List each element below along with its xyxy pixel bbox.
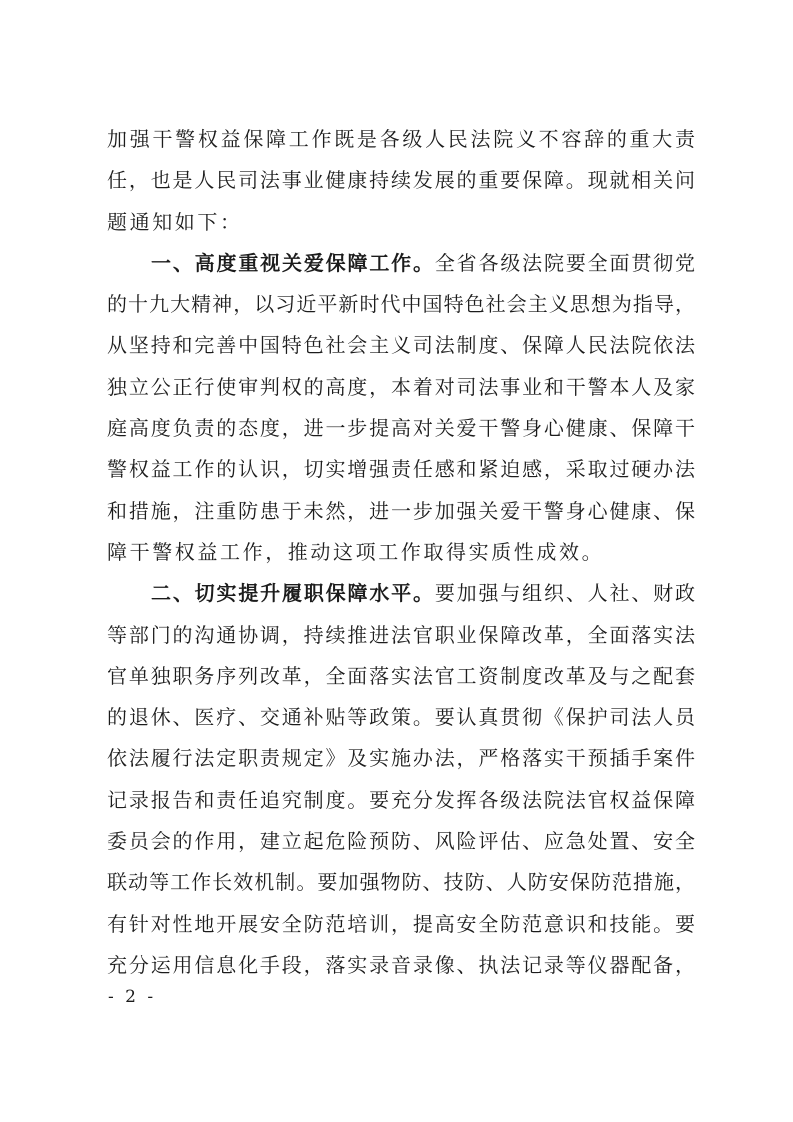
text-line: 依法履行法定职责规定》及实施办法，严格落实干预插手案件	[107, 746, 695, 771]
text-line: 障干警权益工作，推动这项工作取得实质性成效。	[107, 539, 605, 564]
text-line: 的退休、医疗、交通补贴等政策。要认真贯彻《保护司法人员	[107, 705, 695, 730]
text-run: 全省各级法院要全面贯彻党	[434, 250, 695, 275]
section-heading-1: 一、高度重视关爱保障工作。	[151, 250, 435, 275]
text-line: 记录报告和责任追究制度。要充分发挥各级法院法官权益保障	[107, 787, 695, 812]
text-line: 等部门的沟通协调，持续推进法官职业保障改革，全面落实法	[107, 622, 695, 647]
text-line: 题通知如下：	[107, 209, 243, 234]
paragraph-intro	[107, 119, 695, 243]
document-body	[107, 119, 695, 986]
text-line: 从坚持和完善中国特色社会主义司法制度、保障人民法院依法	[107, 333, 695, 358]
text-line: 的十九大精神，以习近平新时代中国特色社会主义思想为指导，	[107, 292, 695, 317]
text-line: 有针对性地开展安全防范培训，提高安全防范意识和技能。要	[107, 911, 695, 936]
text-line: 加强干警权益保障工作既是各级人民法院义不容辞的重大责	[107, 127, 695, 151]
text-line: 任，也是人民司法事业健康持续发展的重要保障。现就相关问	[107, 168, 695, 193]
text-line: 和措施，注重防患于未然，进一步加强关爱干警身心健康、保	[107, 498, 695, 523]
text-run: 要加强与组织、人社、财政	[434, 581, 695, 606]
text-line: 委员会的作用，建立起危险预防、风险评估、应急处置、安全	[107, 829, 695, 854]
text-line-first	[107, 573, 695, 614]
text-line-first	[107, 243, 695, 284]
page-number: - 2 -	[108, 987, 157, 1007]
text-line: 警权益工作的认识，切实增强责任感和紧迫感，采取过硬办法	[107, 457, 695, 482]
text-line: 联动等工作长效机制。要加强物防、技防、人防安保防范措施，	[107, 870, 695, 895]
text-line: 官单独职务序列改革，全面落实法官工资制度改革及与之配套	[107, 663, 695, 688]
paragraph-section-1	[107, 243, 695, 573]
text-line: 庭高度负责的态度，进一步提高对关爱干警身心健康、保障干	[107, 416, 695, 441]
section-heading-2: 二、切实提升履职保障水平。	[151, 581, 435, 606]
paragraph-section-2	[107, 573, 695, 986]
text-line: 独立公正行使审判权的高度，本着对司法事业和干警本人及家	[107, 374, 695, 399]
text-line: 充分运用信息化手段，落实录音录像、执法记录等仪器配备，	[107, 952, 695, 977]
